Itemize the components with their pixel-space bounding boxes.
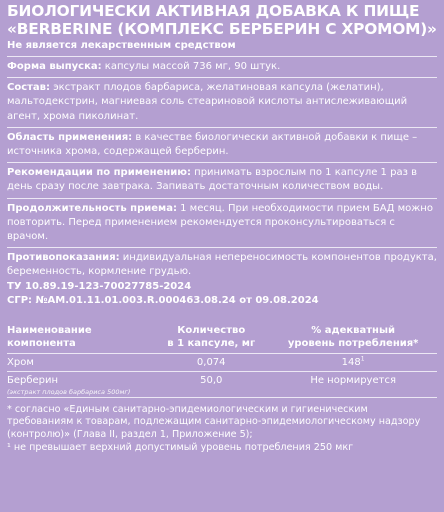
product-title-line-2: «BERBERINE (КОМПЛЕКС БЕРБЕРИН С ХРОМОМ)» <box>7 20 437 38</box>
section-label: Состав: <box>7 82 51 94</box>
divider <box>7 162 437 163</box>
divider <box>7 77 437 78</box>
section-label: Форма выпуска: <box>7 61 102 72</box>
header-component: Наименование компонента <box>7 322 153 354</box>
divider <box>7 56 437 57</box>
table-row <box>7 371 437 397</box>
header-adequate-level: % адекватный уровень потребления* <box>269 322 437 354</box>
section-label: Область применения: <box>7 131 133 143</box>
header-amount: Количество в 1 капсуле, мг <box>153 322 269 354</box>
sgr-number: СГР: №AM.01.11.01.003.R.000463.08.24 от 09.08.2024 <box>7 294 319 306</box>
component-level: Не нормируется <box>269 371 437 397</box>
component-name: Берберин (экстракт плодов барбариса 500мг) <box>7 371 153 397</box>
component-amount: 50,0 <box>153 371 269 397</box>
section-duration <box>7 202 437 245</box>
section-text: в качестве биологически активной добавки к пище –источника хрома, содержащей берберин. <box>7 131 418 158</box>
section-release-form <box>7 60 437 74</box>
section-contraindications <box>7 251 437 279</box>
component-level: $148^1$ <box>269 353 437 371</box>
section-text: принимать взрослым по 1 капсуле 1 раз в день сразу после завтрака. Запивать достаточным количеством воды. <box>7 167 417 193</box>
section-text: экстракт плодов барбариса, желатиновая капсула (желатин), мальтодекстрин, магниевая соль стеариновой кислоты антислеживающий агент, хрома пиколинат. <box>7 82 408 122</box>
component-note: (экстракт плодов барбариса 500мг) <box>7 387 131 396</box>
divider <box>7 247 437 248</box>
section-label: Противопоказания: <box>7 252 120 264</box>
section-composition <box>7 81 437 124</box>
footnote-one: ¹ не превышает верхний допустимый уровень потребления 250 мкг <box>7 442 354 454</box>
component-amount: 0,074 <box>153 353 269 371</box>
table-header-row <box>7 322 437 354</box>
divider <box>7 198 437 199</box>
section-recommendations <box>7 166 437 194</box>
section-text: индивидуальная непереносимость компонентов продукта, беременность, кормление грудью. <box>7 252 437 278</box>
footnote-star: * согласно «Единым санитарно-эпидемиологическим и гигиеническим требованиям к товарам, подлежащим санитарно-эпидемиологическому надзору (контролю)» (Глава II, раздел 1, Приложение 5); <box>7 403 421 440</box>
section-label: Рекомендации по применению: <box>7 167 191 179</box>
product-title-line-1: БИОЛОГИЧЕСКИ АКТИВНАЯ ДОБАВКА К ПИЩЕ <box>7 2 420 20</box>
section-label: Продолжительность приема: <box>7 202 177 214</box>
not-medicine-notice: Не является лекарственным средством <box>7 40 236 51</box>
table-row <box>7 353 437 371</box>
divider <box>7 127 437 128</box>
section-text: 1 месяц. При необходимости прием БАД можно повторить. Перед применением рекомендуется проконсультироваться с врачом. <box>7 202 433 243</box>
section-application <box>7 131 437 159</box>
tu-number: ТУ 10.89.19-123-70027785-2024 <box>7 280 192 292</box>
section-text: капсулы массой 736 мг, 90 штук. <box>101 61 281 72</box>
nutrition-table <box>7 322 437 398</box>
component-name: Хром <box>7 353 153 371</box>
